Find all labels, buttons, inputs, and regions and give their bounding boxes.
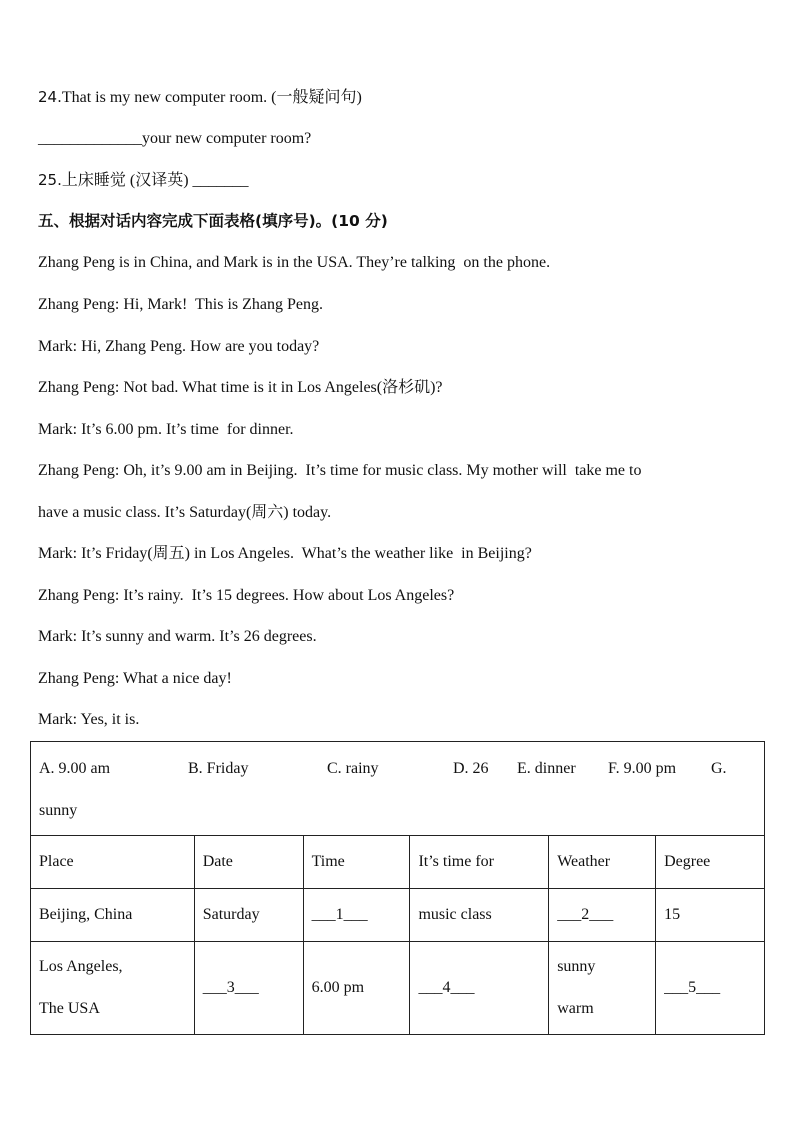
option-c: C. rainy xyxy=(327,759,379,777)
dialogue-line: Zhang Peng: What a nice day! xyxy=(38,670,232,687)
table-row xyxy=(31,942,765,1035)
question-24 xyxy=(38,87,362,108)
question-25-number: 25. xyxy=(38,171,62,189)
dialogue-line: Zhang Peng: Oh, it’s 9.00 am in Beijing. It’s time for music class. My mother will take me to xyxy=(38,462,642,479)
blank-2: ___2___ xyxy=(549,889,656,942)
header-date: Date xyxy=(194,836,303,889)
option-d: D. 26 xyxy=(453,759,489,777)
question-25-text: 上床睡觉 (汉译英) _______ xyxy=(61,172,249,189)
option-a: A. 9.00 am xyxy=(39,759,111,777)
option-e: E. dinner xyxy=(517,759,576,777)
table-header-row xyxy=(31,836,765,889)
dialogue-line: have a music class. It’s Saturday(周六) today. xyxy=(38,504,332,521)
weather-line-1: sunny xyxy=(557,958,596,975)
dialogue-line: Zhang Peng: Hi, Mark! This is Zhang Peng. xyxy=(38,296,324,313)
options-cell xyxy=(31,742,765,836)
blank-4: ___4___ xyxy=(410,942,549,1035)
cell-place: Beijing, China xyxy=(31,889,195,942)
dialogue-line: Mark: Hi, Zhang Peng. How are you today? xyxy=(38,338,320,355)
dialogue-line: Mark: It’s sunny and warm. It’s 26 degrees. xyxy=(38,628,317,645)
cell-weather xyxy=(549,942,656,1035)
cell-place xyxy=(31,942,195,1035)
dialogue-line: Mark: It’s 6.00 pm. It’s time for dinner. xyxy=(38,421,294,438)
cell-date: Saturday xyxy=(194,889,303,942)
option-g: G. xyxy=(711,759,727,777)
header-time: Time xyxy=(303,836,410,889)
section-5-title: 五、根据对话内容完成下面表格(填序号)。(10 分) xyxy=(38,212,388,230)
question-25 xyxy=(38,170,249,191)
cell-degree: 15 xyxy=(656,889,765,942)
answer-table xyxy=(30,741,765,1035)
dialogue-line: Zhang Peng is in China, and Mark is in the USA. They’re talking on the phone. xyxy=(38,254,551,271)
header-degree: Degree xyxy=(656,836,765,889)
dialogue-line: Zhang Peng: Not bad. What time is it in Los Angeles(洛杉矶)? xyxy=(38,379,443,396)
options-row xyxy=(31,742,765,836)
question-24-answer-line: _____________your new computer room? xyxy=(38,130,312,147)
header-place: Place xyxy=(31,836,195,889)
header-time-for: It’s time for xyxy=(410,836,549,889)
cell-time-for: music class xyxy=(410,889,549,942)
weather-line-2: warm xyxy=(557,1000,594,1017)
blank-5: ___5___ xyxy=(656,942,765,1035)
question-24-text: That is my new computer room. (一般疑问句) xyxy=(61,89,362,106)
question-24-number: 24. xyxy=(38,88,62,106)
cell-time: 6.00 pm xyxy=(303,942,410,1035)
place-line-1: Los Angeles, xyxy=(39,958,123,975)
option-f: F. 9.00 pm xyxy=(608,759,677,777)
blank-3: ___3___ xyxy=(194,942,303,1035)
dialogue-line: Mark: Yes, it is. xyxy=(38,711,140,728)
option-b: B. Friday xyxy=(188,759,249,777)
place-line-2: The USA xyxy=(39,1000,100,1017)
dialogue-line: Zhang Peng: It’s rainy. It’s 15 degrees. How about Los Angeles? xyxy=(38,587,455,604)
table-row xyxy=(31,889,765,942)
option-g-continued: sunny xyxy=(39,801,78,819)
dialogue-line: Mark: It’s Friday(周五) in Los Angeles. What’s the weather like in Beijing? xyxy=(38,545,532,562)
header-weather: Weather xyxy=(549,836,656,889)
blank-1: ___1___ xyxy=(303,889,410,942)
